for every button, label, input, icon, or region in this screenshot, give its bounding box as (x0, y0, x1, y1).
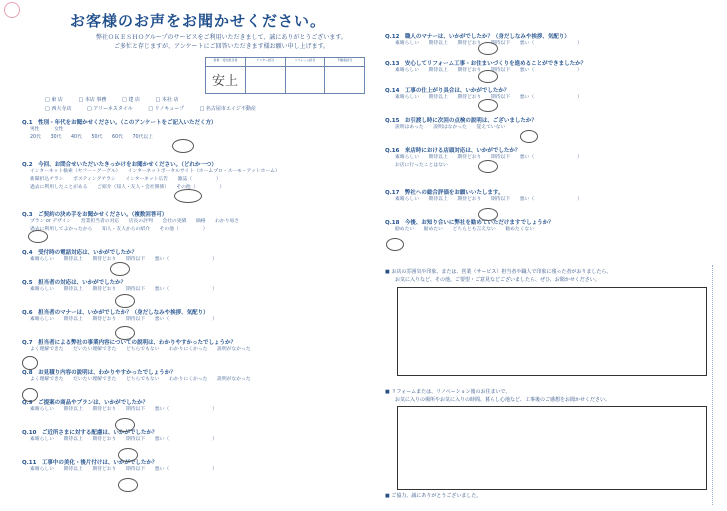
answer-line[interactable]: 過去に利用してよかったから 知人・友人からの紹介 その他（ ） (30, 227, 208, 232)
question-label: Q.16 来店時における店頭対応は、いかがでしたか？ (385, 148, 521, 154)
comment-box-2[interactable] (397, 406, 707, 490)
answer-circle-mark (386, 238, 404, 251)
answer-circle-mark (22, 388, 38, 402)
answer-line[interactable]: よく理解できた だいたい理解できた どちらでもない わかりにくかった 説明がなかった (30, 347, 251, 352)
question-label: Q.11 工事中の美化・後片付けは、いかがでしたか？ (22, 460, 158, 466)
answer-circle-mark (174, 189, 202, 203)
company-logo-mark (4, 2, 20, 18)
question-block (22, 398, 367, 428)
bullet-square-icon: ■ (385, 493, 390, 499)
answer-circle-mark (478, 160, 498, 173)
right-column (385, 32, 720, 248)
question-block (22, 118, 367, 160)
question-label: Q.2 今回、お問合せいただいたきっかけをお聞かせください。（どれか一つ） (22, 162, 217, 168)
answer-line[interactable]: 素晴らしい 期待以上 期待どおり 期待以下 悪い（ ） (395, 197, 583, 202)
answer-circle-mark (118, 448, 138, 462)
answer-line[interactable]: 勧めたい 勧めたい どちらとも言えない 勧めたくない (395, 227, 535, 232)
stamp-cell-sales (206, 58, 246, 93)
bullet-square-icon: ■ (385, 269, 390, 275)
answer-circle-mark (172, 139, 194, 153)
question-block (385, 188, 720, 218)
question-block (22, 160, 367, 210)
stamp-box (205, 57, 365, 94)
question-label: Q.8 お見積り内容の説明は、わかりやすかったでしょうか？ (22, 370, 176, 376)
question-label: Q.9 ご提案の商品やプランは、いかがでしたか？ (22, 400, 149, 406)
left-column (22, 118, 367, 488)
comment-box-1[interactable] (397, 287, 707, 376)
question-block (22, 368, 367, 398)
stamp-header: アフター担当 (246, 58, 285, 67)
answer-line[interactable]: 素晴らしい 期待以上 期待どおり 期待以下 悪い（ ） (30, 317, 218, 322)
store-checkbox[interactable]: □ 名古屋市エイジ不動産 (199, 106, 256, 112)
stamp-header: 不動産担当 (325, 58, 364, 67)
question-block (22, 308, 367, 338)
question-label: Q.15 お引渡し時に次回の点検の説明は、ございましたか？ (385, 118, 537, 124)
store-checkbox-list (45, 96, 275, 114)
store-checkbox[interactable]: □ 本社 店 (155, 97, 179, 103)
answer-line[interactable]: インターネット検索（ヤフー・グーグル） インターネットポータルサイト（ホームプロ・スーモ・アットホーム） (30, 169, 280, 174)
answer-line[interactable]: 素晴らしい 期待以上 期待どおり 期待以下 悪い（ ） (395, 155, 583, 160)
answer-line[interactable]: 過去に利用したことがある ご紹介（知人・友人・会社関係） その他（ ） (30, 185, 225, 190)
stamp-header: 営業・受付担当者 (206, 58, 245, 67)
answer-line[interactable]: お店に行ったことはない (395, 163, 448, 168)
question-label: Q.18 今後、お知り合いに弊社を勧めていただけますでしょうか？ (385, 220, 554, 226)
store-checkbox[interactable]: □ 建 店 (122, 97, 140, 103)
store-checkbox[interactable]: □ アリーネスタイル (86, 106, 133, 112)
page-title: お客様のお声をお聞かせください。 (70, 12, 327, 30)
question-label: Q.1 性別・年代をお聞かせください。（このアンケートをご記入いただく方） (22, 120, 217, 126)
stamp-header: リフォーム担当 (286, 58, 325, 67)
comment-prompt-1: ■ お店の雰囲気や印象、または、営業（サービス）担当者や職人で印象に残った者がおりましたら、 お気に入りなど、その他、ご要望・ご意見などございましたら、ぜひ、お聞かせください。 (385, 269, 612, 283)
answer-line[interactable]: 素晴らしい 期待以上 期待どおり 期待以下 悪い（ ） (395, 41, 583, 46)
question-block (22, 458, 367, 488)
question-label: Q.10 ご近所さまに対する配慮は、いかがでしたか？ (22, 430, 158, 436)
answer-line[interactable]: 素晴らしい 期待以上 期待どおり 期待以下 悪い（ ） (395, 95, 583, 100)
store-checkbox[interactable]: □ 西大寺店 (45, 106, 72, 112)
stamp-cell-realestate (325, 58, 364, 93)
intro-text (96, 33, 347, 51)
question-label: Q.17 弊社への総合評価をお願いいたします。 (385, 190, 504, 196)
right-border-line (712, 265, 713, 505)
question-block (22, 278, 367, 308)
answer-line[interactable]: 20代 30代 40代 50代 60代 70代以上 (30, 135, 153, 140)
answer-circle-mark (478, 99, 498, 112)
question-label: Q.4 受付時の電話対応は、いかがでしたか？ (22, 250, 138, 256)
answer-circle-mark (22, 356, 38, 370)
question-label: Q.12 職人のマナーは、いかがでしたか？（身だしなみや挨拶、気配り） (385, 34, 570, 40)
question-block (385, 86, 720, 116)
question-block (385, 32, 720, 59)
answer-circle-mark (520, 130, 538, 143)
question-block (385, 218, 720, 248)
answer-line[interactable]: 素晴らしい 期待以上 期待どおり 期待以下 悪い（ ） (30, 257, 218, 262)
answer-line[interactable]: 素晴らしい 期待以上 期待どおり 期待以下 悪い（ ） (30, 467, 218, 472)
question-block (22, 428, 367, 458)
stamp-cell-after (246, 58, 286, 93)
question-block (385, 146, 720, 188)
answer-circle-mark (110, 262, 130, 276)
bullet-square-icon: ■ (385, 389, 390, 395)
intro-line-1: 弊社ＯＫＥＳＨＯグループのサービスをご利用いただきまして、誠にありがとうございます。 (96, 34, 347, 41)
answer-line[interactable]: 素晴らしい 期待以上 期待どおり 期待以下 悪い（ ） (30, 407, 218, 412)
stamp-cell-reform (286, 58, 326, 93)
question-block (385, 116, 720, 146)
question-block (22, 210, 367, 248)
answer-circle-mark (478, 208, 498, 221)
answer-line[interactable]: よく理解できた だいたい理解できた どちらでもない わかりにくかった 説明がなかった (30, 377, 251, 382)
intro-line-2: ご多忙と存じますが、アンケートにご回答いただきます様お願い申し上げます。 (114, 43, 330, 50)
answer-line[interactable]: 男性 女性 (30, 127, 64, 132)
handwritten-signature: 安上 (212, 74, 239, 89)
question-block (22, 338, 367, 368)
question-label: Q.5 担当者の対応は、いかがでしたか？ (22, 280, 127, 286)
answer-circle-mark (115, 326, 135, 340)
comment-prompt-2: ■ リフォームまたは、リノベーション後のお住まいで、 お気に入りの場所やお気に入りの時間、暮らし心地など、工事後のご感想をお聞かせください。 (385, 389, 611, 403)
store-checkbox[interactable]: □ 東 店 (45, 97, 63, 103)
question-label: Q.7 担当者による弊社の事業内容についての説明は、わかりやすかったでしょうか？ (22, 340, 236, 346)
question-label: Q.6 担当者のマナーは、いかがでしたか？（身だしなみや挨拶、気配り） (22, 310, 209, 316)
answer-line[interactable]: 素晴らしい 期待以上 期待どおり 期待以下 悪い（ ） (395, 68, 583, 73)
answer-circle-mark (478, 42, 498, 55)
question-block (385, 59, 720, 86)
answer-circle-mark (28, 230, 48, 243)
answer-circle-mark (115, 418, 135, 432)
answer-line[interactable]: 素晴らしい 期待以上 期待どおり 期待以下 悪い（ ） (30, 437, 218, 442)
answer-line[interactable]: 新聞折込チラシ ポスティングチラシ インターネット広告 雑誌（ ） (30, 177, 221, 182)
question-block (22, 248, 367, 278)
answer-line[interactable]: 説明はあった 説明はなかった 覚えていない (395, 125, 506, 130)
answer-line[interactable]: プラン or デザイン 営業担当者の対応 店長の評判 会社の実績 価格 わかり易さ (30, 219, 240, 224)
question-label: Q.3 ご契約の決め手をお聞かせください。（複数回答可） (22, 212, 168, 218)
thank-you-footer: ■ ご協力、誠にありがとうございました。 (385, 493, 482, 499)
answer-line[interactable]: 素晴らしい 期待以上 期待どおり 期待以下 悪い（ ） (30, 287, 218, 292)
question-label: Q.13 安心してリフォーム工事・お住まいづくりを進めることができましたか？ (385, 61, 587, 67)
answer-circle-mark (478, 70, 498, 83)
answer-circle-mark (115, 294, 135, 308)
answer-circle-mark (118, 478, 138, 492)
question-label: Q.14 工事の仕上がり具合は、いかがでしたか？ (385, 88, 510, 94)
store-checkbox[interactable]: □ 本店 事務 (78, 97, 107, 103)
store-checkbox[interactable]: □ リノキュープ (148, 106, 184, 112)
